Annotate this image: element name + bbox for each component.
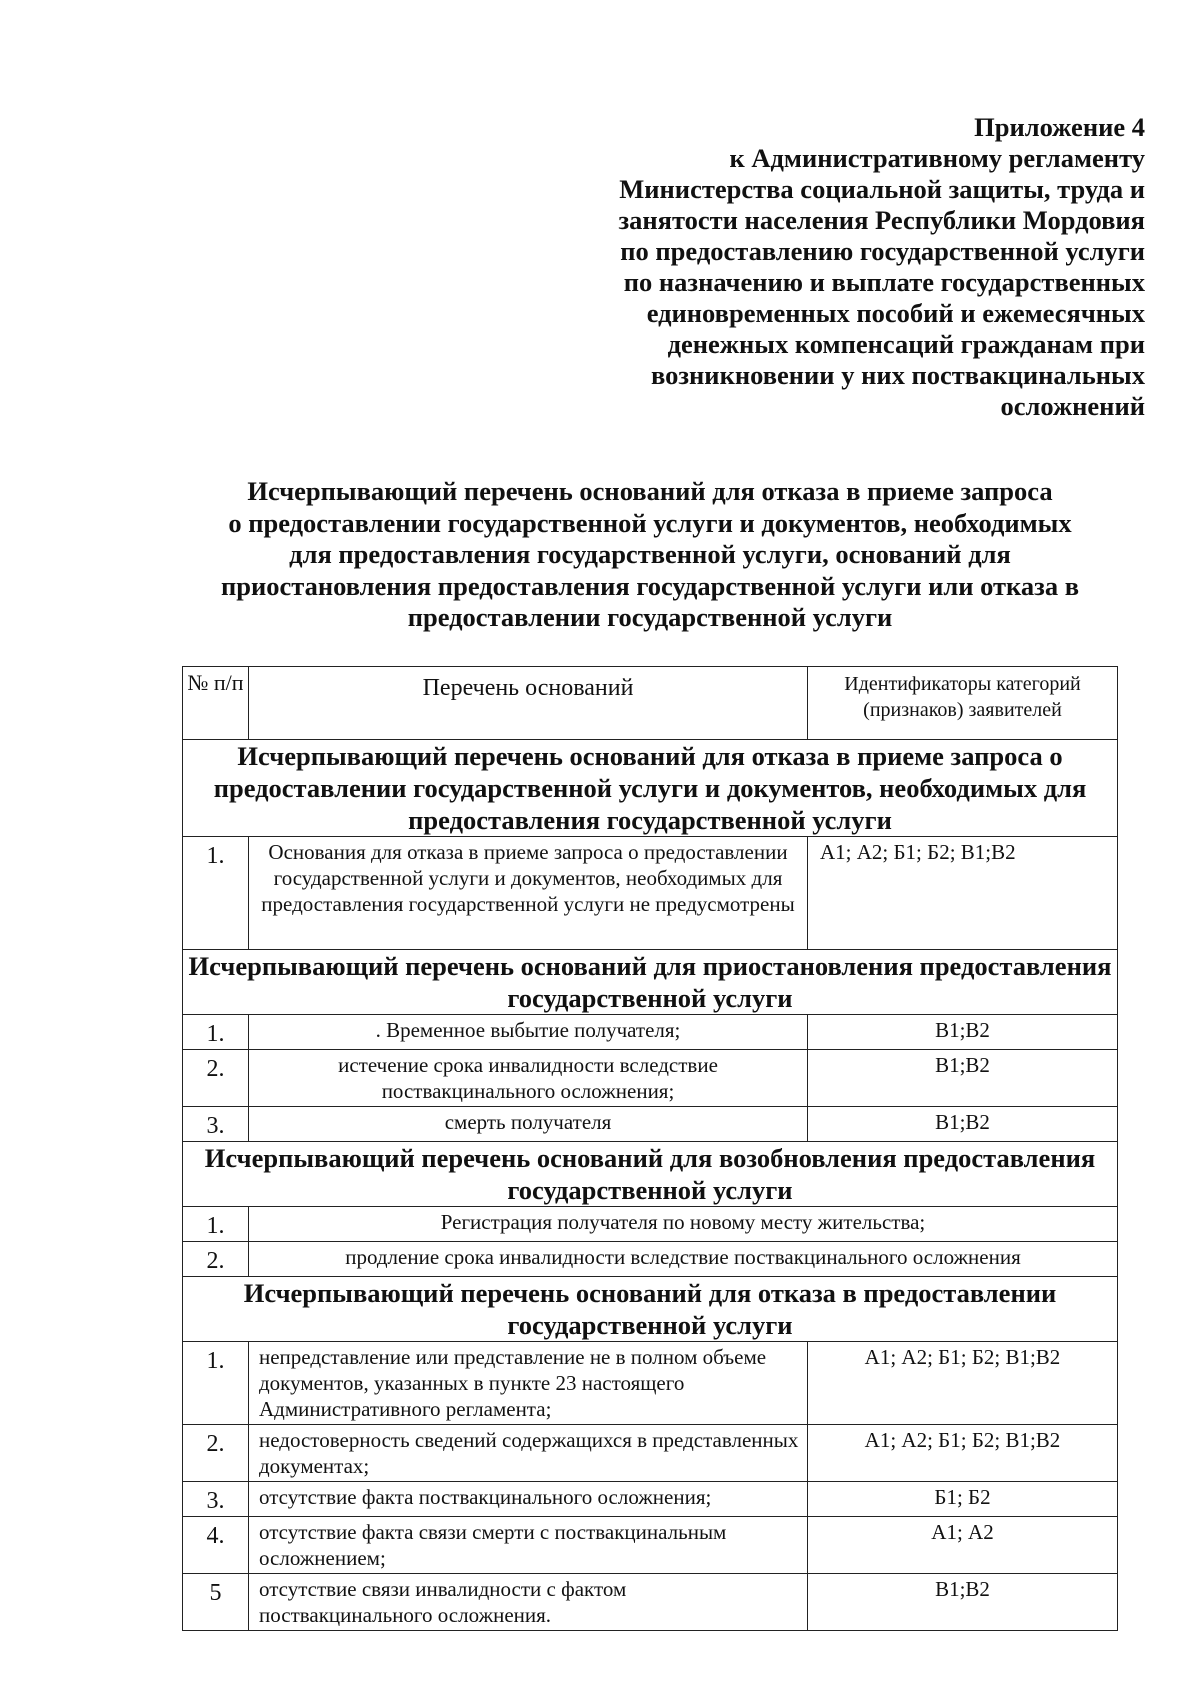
appendix-line: денежных компенсаций гражданам при [667, 329, 1145, 359]
row-text: . Временное выбытие получателя; [249, 1015, 808, 1050]
row-num: 3. [183, 1107, 249, 1142]
section-row [183, 1277, 1118, 1342]
section-title: Исчерпывающий перечень оснований для отказа в приеме запроса о предоставлении государственной услуги и документов, необходимых для предоставления государственной услуги [183, 740, 1118, 837]
row-text: непредставление или представление не в полном объеме документов, указанных в пункте 23 настоящего Административного регламента; [249, 1342, 808, 1425]
table-header-row [183, 667, 1118, 740]
appendix-line: Министерства социальной защиты, труда и [619, 174, 1145, 204]
section-row [183, 1142, 1118, 1207]
appendix-line: единовременных пособий и ежемесячных [646, 298, 1145, 328]
row-text: Регистрация получателя по новому месту жительства; [249, 1207, 1118, 1242]
row-text: отсутствие связи инвалидности с фактом поствакцинального осложнения. [249, 1574, 808, 1631]
row-categories: А1; А2; Б1; Б2; В1;В2 [808, 1425, 1118, 1482]
heading-line: приостановления предоставления государственной услуги или отказа в [220, 570, 1080, 601]
row-num: 1. [183, 1015, 249, 1050]
section-title: Исчерпывающий перечень оснований для приостановления предоставления государственной услуги [183, 950, 1118, 1015]
row-num: 4. [183, 1517, 249, 1574]
row-num: 3. [183, 1482, 249, 1517]
table-row [183, 837, 1118, 950]
row-categories: Б1; Б2 [808, 1482, 1118, 1517]
row-text: отсутствие факта поствакцинального осложнения; [249, 1482, 808, 1517]
row-categories: А1; А2; Б1; Б2; В1;В2 [808, 1342, 1118, 1425]
row-categories: В1;В2 [808, 1015, 1118, 1050]
header-categories: Идентификаторы категорий (признаков) заявителей [808, 667, 1118, 740]
row-num: 2. [183, 1242, 249, 1277]
table-row [183, 1050, 1118, 1107]
row-text: продление срока инвалидности вследствие поствакцинального осложнения [249, 1242, 1118, 1277]
row-text: смерть получателя [249, 1107, 808, 1142]
row-num: 1. [183, 1342, 249, 1425]
table-row [183, 1242, 1118, 1277]
row-categories: А1; А2; Б1; Б2; В1;В2 [808, 837, 1118, 950]
table-row [183, 1482, 1118, 1517]
appendix-line: по предоставлению государственной услуги [620, 236, 1145, 266]
header-name: Перечень оснований [249, 667, 808, 740]
row-num: 2. [183, 1425, 249, 1482]
heading-line: для предоставления государственной услуги, оснований для [289, 539, 1011, 569]
section-row [183, 740, 1118, 837]
table-row [183, 1425, 1118, 1482]
row-num: 5 [183, 1574, 249, 1631]
row-text: истечение срока инвалидности вследствие поствакцинального осложнения; [249, 1050, 808, 1107]
row-categories: А1; А2 [808, 1517, 1118, 1574]
heading-line: о предоставлении государственной услуги и документов, необходимых [228, 507, 1072, 538]
table-row [183, 1517, 1118, 1574]
appendix-line: Приложение 4 [974, 112, 1145, 142]
row-text: отсутствие факта связи смерти с поствакцинальным осложнением; [249, 1517, 808, 1574]
appendix-line: по назначению и выплате государственных [623, 267, 1145, 297]
document-heading [160, 476, 1140, 634]
table-row [183, 1107, 1118, 1142]
row-num: 1. [183, 837, 249, 950]
row-categories: В1;В2 [808, 1574, 1118, 1631]
heading-line: Исчерпывающий перечень оснований для отказа в приеме запроса [247, 476, 1053, 506]
section-title: Исчерпывающий перечень оснований для отказа в предоставлении государственной услуги [183, 1277, 1118, 1342]
heading-line: предоставлении государственной услуги [407, 602, 893, 632]
appendix-line: занятости населения Республики Мордовия [618, 205, 1145, 235]
row-categories: В1;В2 [808, 1107, 1118, 1142]
table-row [183, 1207, 1118, 1242]
header-num: № п/п [183, 667, 249, 740]
table-row [183, 1574, 1118, 1631]
appendix-line: к Административному регламенту [729, 143, 1145, 173]
grounds-table [182, 666, 1118, 1631]
appendix-block [618, 112, 1145, 422]
table-row [183, 1342, 1118, 1425]
appendix-line: возникновении у них поствакцинальных [651, 360, 1145, 390]
row-num: 2. [183, 1050, 249, 1107]
row-categories: В1;В2 [808, 1050, 1118, 1107]
section-title: Исчерпывающий перечень оснований для возобновления предоставления государственной услуги [183, 1142, 1118, 1207]
row-num: 1. [183, 1207, 249, 1242]
table-row [183, 1015, 1118, 1050]
appendix-line: осложнений [1000, 391, 1145, 421]
row-text: Основания для отказа в приеме запроса о предоставлении государственной услуги и документов, необходимых для предоставления государственной услуги не предусмотрены [249, 837, 808, 950]
section-row [183, 950, 1118, 1015]
row-text: недостоверность сведений содержащихся в представленных документах; [249, 1425, 808, 1482]
